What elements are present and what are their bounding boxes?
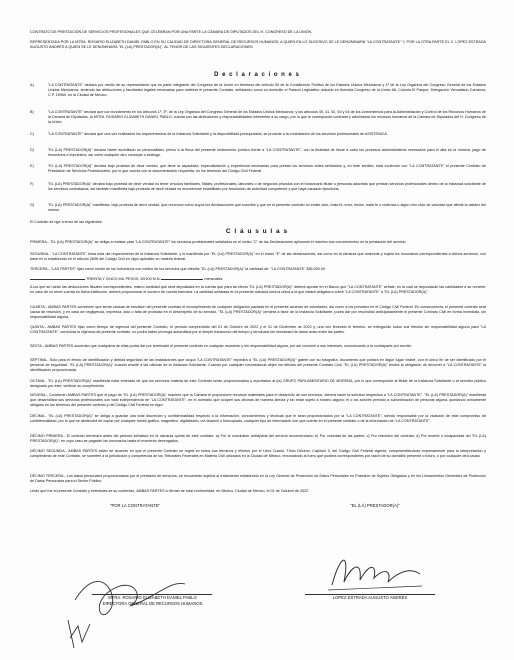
clause-tercera-continued: A los que se harán las deducciones fiscales correspondientes, mismo cantidad que será depositada en la cuenta que para tal efecto "EL (LA) PRESTADOR(A)" deberá aportar en el Banco que "LA CONTRATANTE" señale, en la cual se depositarán las cantidades a su nombre; en caso de no tener cuenta en dicha institución, deberá proporcionar el número de cuenta bancaria. La cantidad señalada en la presente cláusula será la única a la que estará obligada a cubrir "LA CONTRATANTE" a "EL (LA) PRESTADOR(A)". bbox=[30, 285, 486, 294]
clause-segunda: SEGUNDA.- "LA CONTRATANTE" toma nota del requerimiento de la Instancia Solicitante, y lo manifiesta por "EL (LA) PRESTADOR(A)" en el inciso "E" de las declaraciones, así como en la cláusula que antecede y sujeta los honorarios correspondientes a dichos servicios, con base en lo establecido en el artículo 2606 del Código Civil en vigor aplicable en materia federal. bbox=[30, 252, 486, 261]
signer-name-left: MTRA. ROSARIO ELIZABETH DANIEL PABLO bbox=[108, 595, 197, 600]
declaration-text: "EL (LA) PRESTADOR(A)" declara haber acreditado su personalidad, previo a la firma del presente instrumento jurídico frente a "LA CONTRATANTE", con la finalidad de llevar a cabo los procesos administrativos necesarios para el alta en la nómina, pago de honorarios e impuestos, así como cualquier otro concepto u análogo. bbox=[48, 148, 486, 157]
amount-blank-right bbox=[161, 279, 203, 280]
amount-words-text: TREINTA Y CINCO MIL PESOS, 00/100 M.N. bbox=[85, 277, 161, 281]
declaration-text: "EL (LA) PRESTADOR(A)" declara bajo protesta de decir verdad, que tiene la capacidad, especialización y experiencia necesarias para prestar los servicios antes señalados y, en este sentido, está conforme con "LA CONTRATANTE" el presente Contrato de Prestación de Servicios Profesionales; por lo que cuenta con la documentación requerida, en los términos del Código Civil Federal. bbox=[48, 164, 486, 173]
contract-intro: CONTRATO DE PRESTACIÓN DE SERVICIOS PROFESIONALES QUE CELEBRAN POR UNA PARTE LA CÁMARA DE DIPUTADOS DEL H. CONGRESO DE LA UNIÓN, bbox=[30, 30, 313, 34]
contract-parties: REPRESENTADA POR LA MTRA. ROSARIO ELIZABETH DANIEL PABLO EN SU CALIDAD DE DIRECTORA GENERAL DE RECURSOS HUMANOS, A QUIEN EN LO SUCESIVO SE LE DENOMINARÁ "LA CONTRATANTE" Y, POR LA OTRA PARTE EL C. LÓPEZ ESTRADA AUGUSTO ANDRÉS A QUIEN SE LE DENOMINARÁ "EL (LA) PRESTADOR(A)", AL TENOR DE LAS SIGUIENTES DECLARACIONES: bbox=[30, 40, 486, 49]
declaration-label: E) bbox=[30, 164, 34, 168]
amount-in-words bbox=[30, 277, 223, 282]
clause-primera: PRIMERA.- "EL (LA) PRESTADOR(A)" se obliga a realizar para "LA CONTRATANTE" los servicios profesionales señalados en el inciso "C" de las Declaraciones aplicando el máximo sus conocimientos en la prestación del servicio. bbox=[30, 240, 407, 244]
declaration-text: "LA CONTRATANTE" declara que una vez realizados los requerimientos de la Instancia Solicitante y la disponibilidad presupuestal, se procede a la contratación de los servicios profesionales de ASISTENCIA. bbox=[48, 132, 388, 136]
clause-octava: OCTAVA.- "EL (LA) PRESTADOR(A)" manifiesta estar enterado de que los servicios materia de este Contrato serán proporcionados y reportados al (la) GRUPO PARLAMENTARIO DE MORENA, por lo que corresponde al titular de la Instancia Solicitante o al servidor público designado por éste, verificar su cumplimiento. bbox=[30, 379, 486, 388]
declaration-text: "EL (LA) PRESTADOR(A)" declara bajo protesta de decir verdad no tener vínculos familiares, filiales, profesionales, laborales o de negocios privados con el funcionario titular o personas adscritas que prestan servicios profesionales dentro de la Instancia solicitante de los servicios contratados; así también manifiesta bajo protesta de decir verdad no encontrarse inhabilitado por resolución de autoridad competente y que haya causado ejecutoria. bbox=[48, 182, 486, 191]
clause-quinta: QUINTA.- AMBAS PARTES fijan como tiempo de vigencia del presente Contrato, el periodo comprendido del 01 de Octubre de 2022 y el 31 de Diciembre de 2022 y, una vez fenecido el término, se extinguirán todos sus efectos sin responsabilidad alguna para "LA CONTRATANTE", concluida la vigencia del presente contrato, no podrá haber prórroga automática por el simple transcurso del tiempo y terminará sin necesidad de darse aviso entre las partes. bbox=[30, 325, 486, 334]
declaration-label: D) bbox=[30, 148, 34, 152]
declaration-label: C) bbox=[30, 132, 34, 136]
declaration-text: "EL (LA) PRESTADOR(A)" manifiesta, bajo protesta de decir verdad, que reconoce como suyos los declaraciones que suscribe y que en el presente contrato no existe dolo, mala fe, error, lesión, mala fe o violencia o algún otro vicio de voluntad que afecte la validez del mismo. bbox=[48, 203, 486, 212]
clause-sexta: SEXTA.- AMBAS PARTES acuerdan que cualquiera de ellas podrá dar por terminado el presente contrato en cualquier momento y sin responsabilidad alguna, por así convenir a sus intereses, comunicando a la contraparte por escrito. bbox=[30, 344, 412, 348]
amount-blank-left bbox=[30, 279, 85, 280]
signer-name-right: LOPEZ ESTRADA AUGUSTO ANDRES bbox=[332, 595, 408, 600]
signature-scribble-right bbox=[322, 540, 432, 600]
declaration-label: F) bbox=[30, 182, 34, 186]
amount-words-suffix: mensuales. bbox=[204, 277, 224, 281]
declaration-label: G) bbox=[30, 203, 35, 207]
declaration-text: "LA CONTRATANTE" declara que con fundamento en los artículos 1º, 3º, de la Ley Orgánica del Congreso General de los Estados Unidos Mexicanos; y los artículos 40, 41, 52, 53 y 54 de los Lineamientos para la Administración y Control de los Recursos Humanos de la Cámara de Diputados, la MTRA. ROSARIO ELIZABETH DANIEL PABLO, cuenta con las atribuciones y responsabilidades inherentes a su cargo, por lo que le corresponde contratar y administrar los recursos humanos de la Cámara de Diputados del H. Congreso de la Unión. bbox=[48, 110, 486, 124]
signature-role-left: "POR LA CONTRATANTE" bbox=[109, 503, 161, 508]
clause-decima: DÉCIMA.- "EL (LA) PRESTADOR(A)" se obliga a guardar una total discreción y confidencialidad respecto a la información, conocimientos y técnicas que le sean proporcionados por la "LA CONTRATANTE", siendo responsable por la violación de este compromiso de confidencialidad, por lo que se abstendrá de copiar por cualquier medio gráfico, magnético, digitalizado, vía facsímil o fotocopiado, cualquier tipo de información con que cuente en el presente contrato o de la información de "LA CONTRATANTE". bbox=[30, 414, 486, 423]
declaration-label: A) bbox=[30, 83, 34, 87]
signer-title-left: DIRECTORA GENERAL DE RECURSOS HUMANOS bbox=[102, 601, 203, 606]
signature-role-right: "EL (LA) PRESTADOR(A)" bbox=[350, 503, 400, 508]
closing-statement: Leído que fue el presente Contrato y enteradas de su contenido, AMBAS PARTES lo firman de total conformidad, en México, Ciudad de México, el 01 de Octubre de 2022. bbox=[30, 489, 310, 493]
declaration-label: B) bbox=[30, 110, 34, 114]
declarations-title: D e c l a r a c i o n e s bbox=[214, 72, 300, 78]
clause-septima: SÉPTIMA.- Sólo para el efecto de identificación y debida seguridad de las instalaciones que ocupa "LA CONTRATANTE" expedirá a "EL (LA) PRESTADOR(A)" gafete con su fotografía, documento que portará en algún lugar visible, con el único fin de ser identificado por el personal de seguridad. "EL (LA) PRESTADOR(A)" cuando resulte a las oficinas de la Instancia Solicitante. Cuando por cualquier circunstancia dejen los efectos del presente Contrato Civil, "EL (LA) PRESTADOR(A)" tendrá la obligación de devolver a "LA CONTRATANTE" la identificación proporcionada. bbox=[30, 358, 486, 372]
clause-cuarta: CUARTA.- AMBAS PARTES convienen que serán causas de rescisión del presente contrato el incumplimiento de cualquier obligación pactada en el presente acuerdo de voluntades, así como a los previstos en el Código Civil Federal. En consecuencia, el presente contrato será causa de rescisión, y en caso de negligencia, impericia, dolo o falta de probidad en el desempeño de su servicio, "EL (LA) PRESTADOR(A)" perderá a favor de la Instancia Solicitante, podrá dar por rescindido anticipadamente el presente Contrato Civil en forma inmediata, sin responsabilidad alguna. bbox=[30, 305, 486, 319]
clause-novena: NOVENA.- Convienen AMBAS PARTES que el pago de "EL (LA) PRESTADOR(A)" requiere que la Cámara le proporcione recursos materiales para el desarrollo de sus servicios, deberá hacer la solicitud respectiva a "LA CONTRATANTE". "EL (LA) PRESTADOR(A)" manifiesta que desarrollará sus servicios profesionales con total independencia de "LA CONTRATANTE", en el domicilio que ocupen sus oficinas de manera directa y sin estar sujeto a horario alguno; él o los actores previsto a subordinación de personal alguna, quedando únicamente obligado en los términos del presente contrato y del Código Civil Federal en vigor. bbox=[30, 393, 486, 407]
clause-decimo-tercera: DÉCIMO TERCERA.- Los datos personales proporcionados por el prestador de servicios, se encuentran sujetos al tratamiento establecido en la Ley General de Protección de Datos Personales en Posesión de Sujetos Obligados y en los Lineamientos Generales de Protección de Datos Personales para el Sector Público. bbox=[30, 474, 486, 483]
clause-tercera: TERCERA.- "LAS PARTES" fijan como monto de los honorarios con motivo de los servicios que efectúe "EL (LA) PRESTADOR(A)" la cantidad de: "LA CONTRATANTE" $36,000.00 bbox=[30, 267, 325, 271]
clauses-title: C l á u s u l a s bbox=[225, 228, 289, 235]
declarations-closing: El Contrato se rige a tenor de las siguientes: bbox=[30, 220, 103, 224]
clause-decimo-segunda: DÉCIMO SEGUNDA.- AMBAS PARTES están de acuerdo en que el presente Contrato se regirá en todos sus términos y efectos por el Libro Cuarto, Título Décimo, Capítulo II, del Código Civil Federal vigente, comprometiéndose expresamente para la interpretación y cumplimiento de este Contrato, se someten a la jurisdicción y competencia de los Tribunales Federales en Materia Civil ubicados en la Ciudad de México, renunciando al fuero que pudiera corresponderles por razón de su domicilio presente o futuro, o por cualquier otra causa. bbox=[30, 449, 486, 458]
clause-decimo-primera: DÉCIMO PRIMERA.- El contrato terminará antes del periodo señalado en la cláusula quinta de este contrato: a) Por la conclusión anticipada del servicio encomendado; b) Por voluntad de las partes; c) Por rescisión del contrato; d) Por muerte o incapacidad del "EL (LA) PRESTADOR(A)"; en cuyo caso se pagarán los honorarios hasta el momento devengados. bbox=[30, 434, 486, 443]
declaration-text: "LA CONTRATANTE" declara por medio de su representante que es parte integrante del Congreso de la Unión en términos del artículo 50 de la Constitución Política de los Estados Unidos Mexicanos y 1º de la Ley Orgánica del Congreso General de los Estados Unidos Mexicanos, teniendo las atribuciones y facultades legales necesarias para celebrar el presente Contrato, señalando como su domicilio el Palacio Legislativo ubicado en Avenida Congreso de la Unión 66, Colonia El Parque, Delegación Venustiano Carranza, C.P. 15960, en la Ciudad de México. bbox=[48, 83, 486, 97]
